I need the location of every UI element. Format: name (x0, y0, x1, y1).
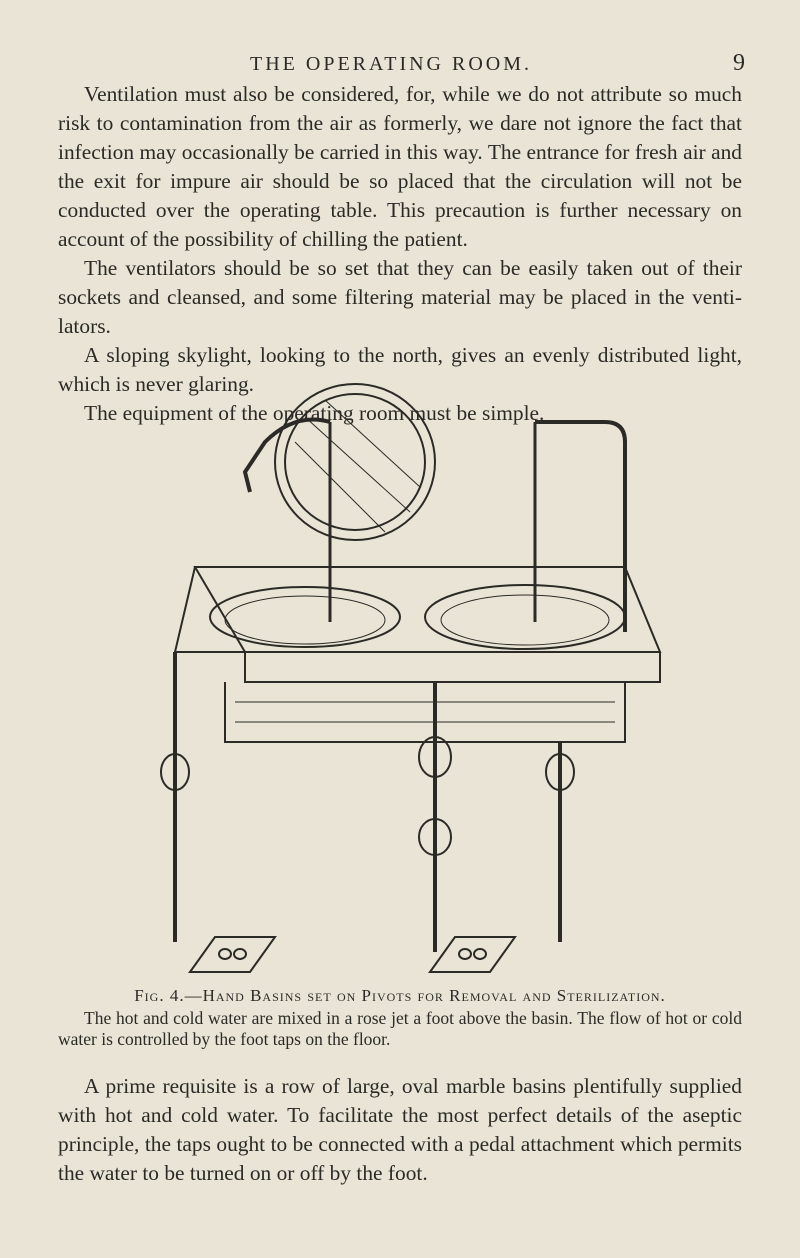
foot-pedal-left-icon (190, 937, 275, 972)
paragraph-ventilators: The ventilators should be so set that they can be easily taken out of their sockets and cleansed, and some filtering material may be placed in the venti- lators. (58, 256, 742, 338)
paragraph-marble-basins: A prime requisite is a row of large, oval marble basins plentifully supplied with hot and cold water. To facilitate the most perfect details of the aseptic principle, the taps ought to be connected with a pedal attachment which permits the water to be turned on or off by the foot. (58, 1074, 742, 1185)
paragraph-ventilation: Ventilation must also be considered, for, while we do not attribute so much risk to contamination from the air as formerly, we dare not ignore the fact that infection may occasionally be carried in this way. The entrance for fresh air and the exit for impure air should be so placed that the circulation will not be conducted over the operating table. This precaution is further necessary on account of the possibility of chilling the patient. (58, 82, 742, 251)
paragraph-skylight: A sloping skylight, looking to the north, gives an evenly distributed light, which is never glaring. (58, 343, 742, 396)
paragraph-equipment: The equipment of the operating room must be simple. (84, 401, 545, 425)
hand-basins-illustration (155, 382, 665, 982)
running-head: THE OPERATING ROOM. (250, 53, 532, 75)
lower-tray-icon (225, 682, 625, 742)
page-header (250, 50, 745, 77)
figure-caption: Fig. 4.—Hand Basins set on Pivots for Removal and Sterilization. (134, 986, 666, 1005)
foot-pedal-right-icon (430, 937, 515, 972)
body-text-continued (58, 1072, 742, 1188)
body-text (58, 80, 742, 428)
figure-hand-basins (155, 382, 665, 982)
figure-caption-detail: The hot and cold water are mixed in a rose jet a foot above the basin. The flow of hot or cold water is controlled by the foot taps on the floor. (58, 1008, 742, 1049)
page-number: 9 (733, 50, 745, 76)
